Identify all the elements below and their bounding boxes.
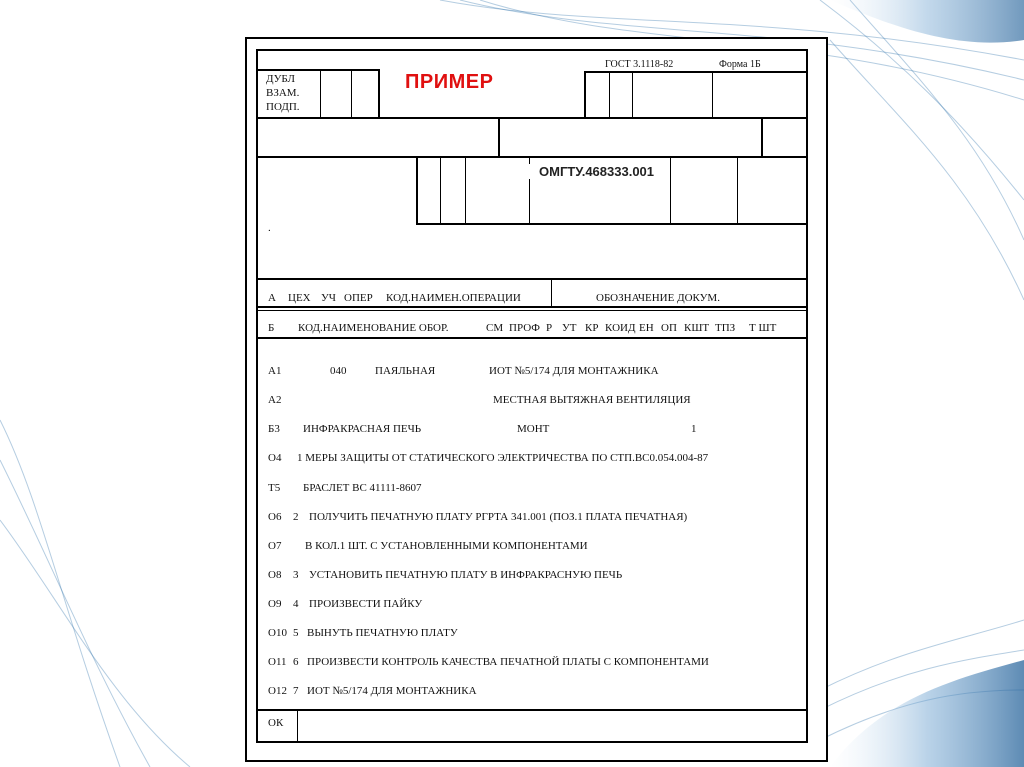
row-id: Т5 xyxy=(268,482,281,494)
row-id: А2 xyxy=(268,394,282,406)
row-cell: ПАЯЛЬНАЯ xyxy=(375,365,436,377)
example-stamp: ПРИМЕР xyxy=(405,71,494,93)
heading-b-ksht: КШТ xyxy=(684,322,710,334)
line xyxy=(670,156,671,224)
heading-a-ceh: ЦЕХ xyxy=(288,292,311,304)
line xyxy=(351,69,352,117)
row-cell: ПРОИЗВЕСТИ ПАЙКУ xyxy=(309,598,423,610)
row-id: О10 xyxy=(268,627,287,639)
row-cell: ИОТ №5/174 ДЛЯ МОНТАЖНИКА xyxy=(489,365,659,377)
technological-card xyxy=(245,37,828,762)
row-cell: 5 xyxy=(293,627,299,639)
row-cell: ПОЛУЧИТЬ ПЕЧАТНУЮ ПЛАТУ РГРТА 341.001 (ПОЗ.1 ПЛАТА ПЕЧАТНАЯ) xyxy=(309,511,688,523)
inner-border-right xyxy=(806,49,808,742)
inner-border-bottom xyxy=(256,741,808,743)
row-id: А1 xyxy=(268,365,282,377)
line xyxy=(632,71,633,119)
row-cell: ИОТ №5/174 ДЛЯ МОНТАЖНИКА xyxy=(307,685,477,697)
line xyxy=(256,310,807,311)
row-cell: ИНФРАКРАСНАЯ ПЕЧЬ xyxy=(303,423,422,435)
line xyxy=(416,223,807,225)
row-cell: МЕСТНАЯ ВЫТЯЖНАЯ ВЕНТИЛЯЦИЯ xyxy=(493,394,691,406)
document-code: ОМГТУ.468333.001 xyxy=(529,164,664,179)
heading-b-sm: СМ xyxy=(486,322,504,334)
line xyxy=(378,69,380,117)
heading-a-code: А xyxy=(268,292,276,304)
row-cell: 7 xyxy=(293,685,299,697)
row-cell: В КОЛ.1 ШТ. С УСТАНОВЛЕННЫМИ КОМПОНЕНТАМИ xyxy=(305,540,588,552)
line xyxy=(440,156,441,224)
line xyxy=(416,156,418,224)
heading-a-oper: ОПЕР xyxy=(344,292,373,304)
heading-b-tpz: ТПЗ xyxy=(715,322,736,334)
vzam-label: ВЗАМ. xyxy=(266,87,300,99)
heading-a-uch: УЧ xyxy=(321,292,336,304)
row-id: О12 xyxy=(268,685,287,697)
inner-border-left xyxy=(256,49,258,742)
row-cell: ПРОИЗВЕСТИ КОНТРОЛЬ КАЧЕСТВА ПЕЧАТНОЙ ПЛАТЫ С КОМПОНЕНТАМИ xyxy=(307,656,709,668)
heading-b-prof: ПРОФ xyxy=(509,322,540,334)
heading-a-operation: КОД.НАИМЕН.ОПЕРАЦИИ xyxy=(386,292,521,304)
gost-label: ГОСТ 3.1118-82 xyxy=(605,59,674,70)
line xyxy=(256,709,807,711)
heading-a-document: ОБОЗНАЧЕНИЕ ДОКУМ. xyxy=(596,292,720,304)
heading-b-code: Б xyxy=(268,322,275,334)
row-cell: МОНТ xyxy=(517,423,550,435)
row-cell: 6 xyxy=(293,656,299,668)
heading-b-equipment: КОД.НАИМЕНОВАНИЕ ОБОР. xyxy=(298,322,449,334)
line xyxy=(297,711,298,742)
heading-b-en: ЕН xyxy=(639,322,654,334)
row-cell: УСТАНОВИТЬ ПЕЧАТНУЮ ПЛАТУ В ИНФРАКРАСНУЮ ПЕЧЬ xyxy=(309,569,623,581)
row-cell: БРАСЛЕТ ВС 41111-8607 xyxy=(303,482,422,494)
row-cell: 3 xyxy=(293,569,299,581)
form-label: Форма 1Б xyxy=(719,59,761,70)
row-id: О7 xyxy=(268,540,282,552)
heading-b-ut: УТ xyxy=(562,322,577,334)
line xyxy=(551,280,552,308)
line xyxy=(584,71,807,73)
ok-label: ОК xyxy=(268,717,284,729)
line xyxy=(465,156,466,224)
inner-border-top xyxy=(256,49,807,51)
row-cell: 2 xyxy=(293,511,299,523)
line xyxy=(761,117,763,157)
heading-b-op: ОП xyxy=(661,322,677,334)
line xyxy=(320,69,321,117)
row-cell: ВЫНУТЬ ПЕЧАТНУЮ ПЛАТУ xyxy=(307,627,458,639)
line xyxy=(256,278,807,280)
row-cell: 1 xyxy=(691,423,697,435)
line xyxy=(609,71,610,119)
line xyxy=(737,156,738,224)
row-id: О11 xyxy=(268,656,287,668)
heading-b-r: Р xyxy=(546,322,553,334)
row-cell: 4 xyxy=(293,598,299,610)
line xyxy=(584,71,586,119)
line xyxy=(256,156,807,158)
row-cell: 040 xyxy=(330,365,347,377)
line xyxy=(712,71,713,119)
row-id: Б3 xyxy=(268,423,280,435)
dubl-label: ДУБЛ xyxy=(266,73,295,85)
line xyxy=(256,117,807,119)
line xyxy=(256,69,380,71)
dot-mark: . xyxy=(268,222,271,234)
row-id: О6 xyxy=(268,511,282,523)
heading-b-tsht: Т ШТ xyxy=(749,322,777,334)
row-id: О4 xyxy=(268,452,282,464)
heading-b-koid: КОИД xyxy=(605,322,636,334)
row-id: О9 xyxy=(268,598,282,610)
row-cell: 1 МЕРЫ ЗАЩИТЫ ОТ СТАТИЧЕСКОГО ЭЛЕКТРИЧЕСТВА ПО СТП.ВС0.054.004-87 xyxy=(297,452,709,464)
row-id: О8 xyxy=(268,569,282,581)
podp-label: ПОДП. xyxy=(266,101,300,113)
heading-b-kr: КР xyxy=(585,322,599,334)
line xyxy=(256,306,807,308)
line xyxy=(498,117,500,157)
line xyxy=(256,337,807,339)
